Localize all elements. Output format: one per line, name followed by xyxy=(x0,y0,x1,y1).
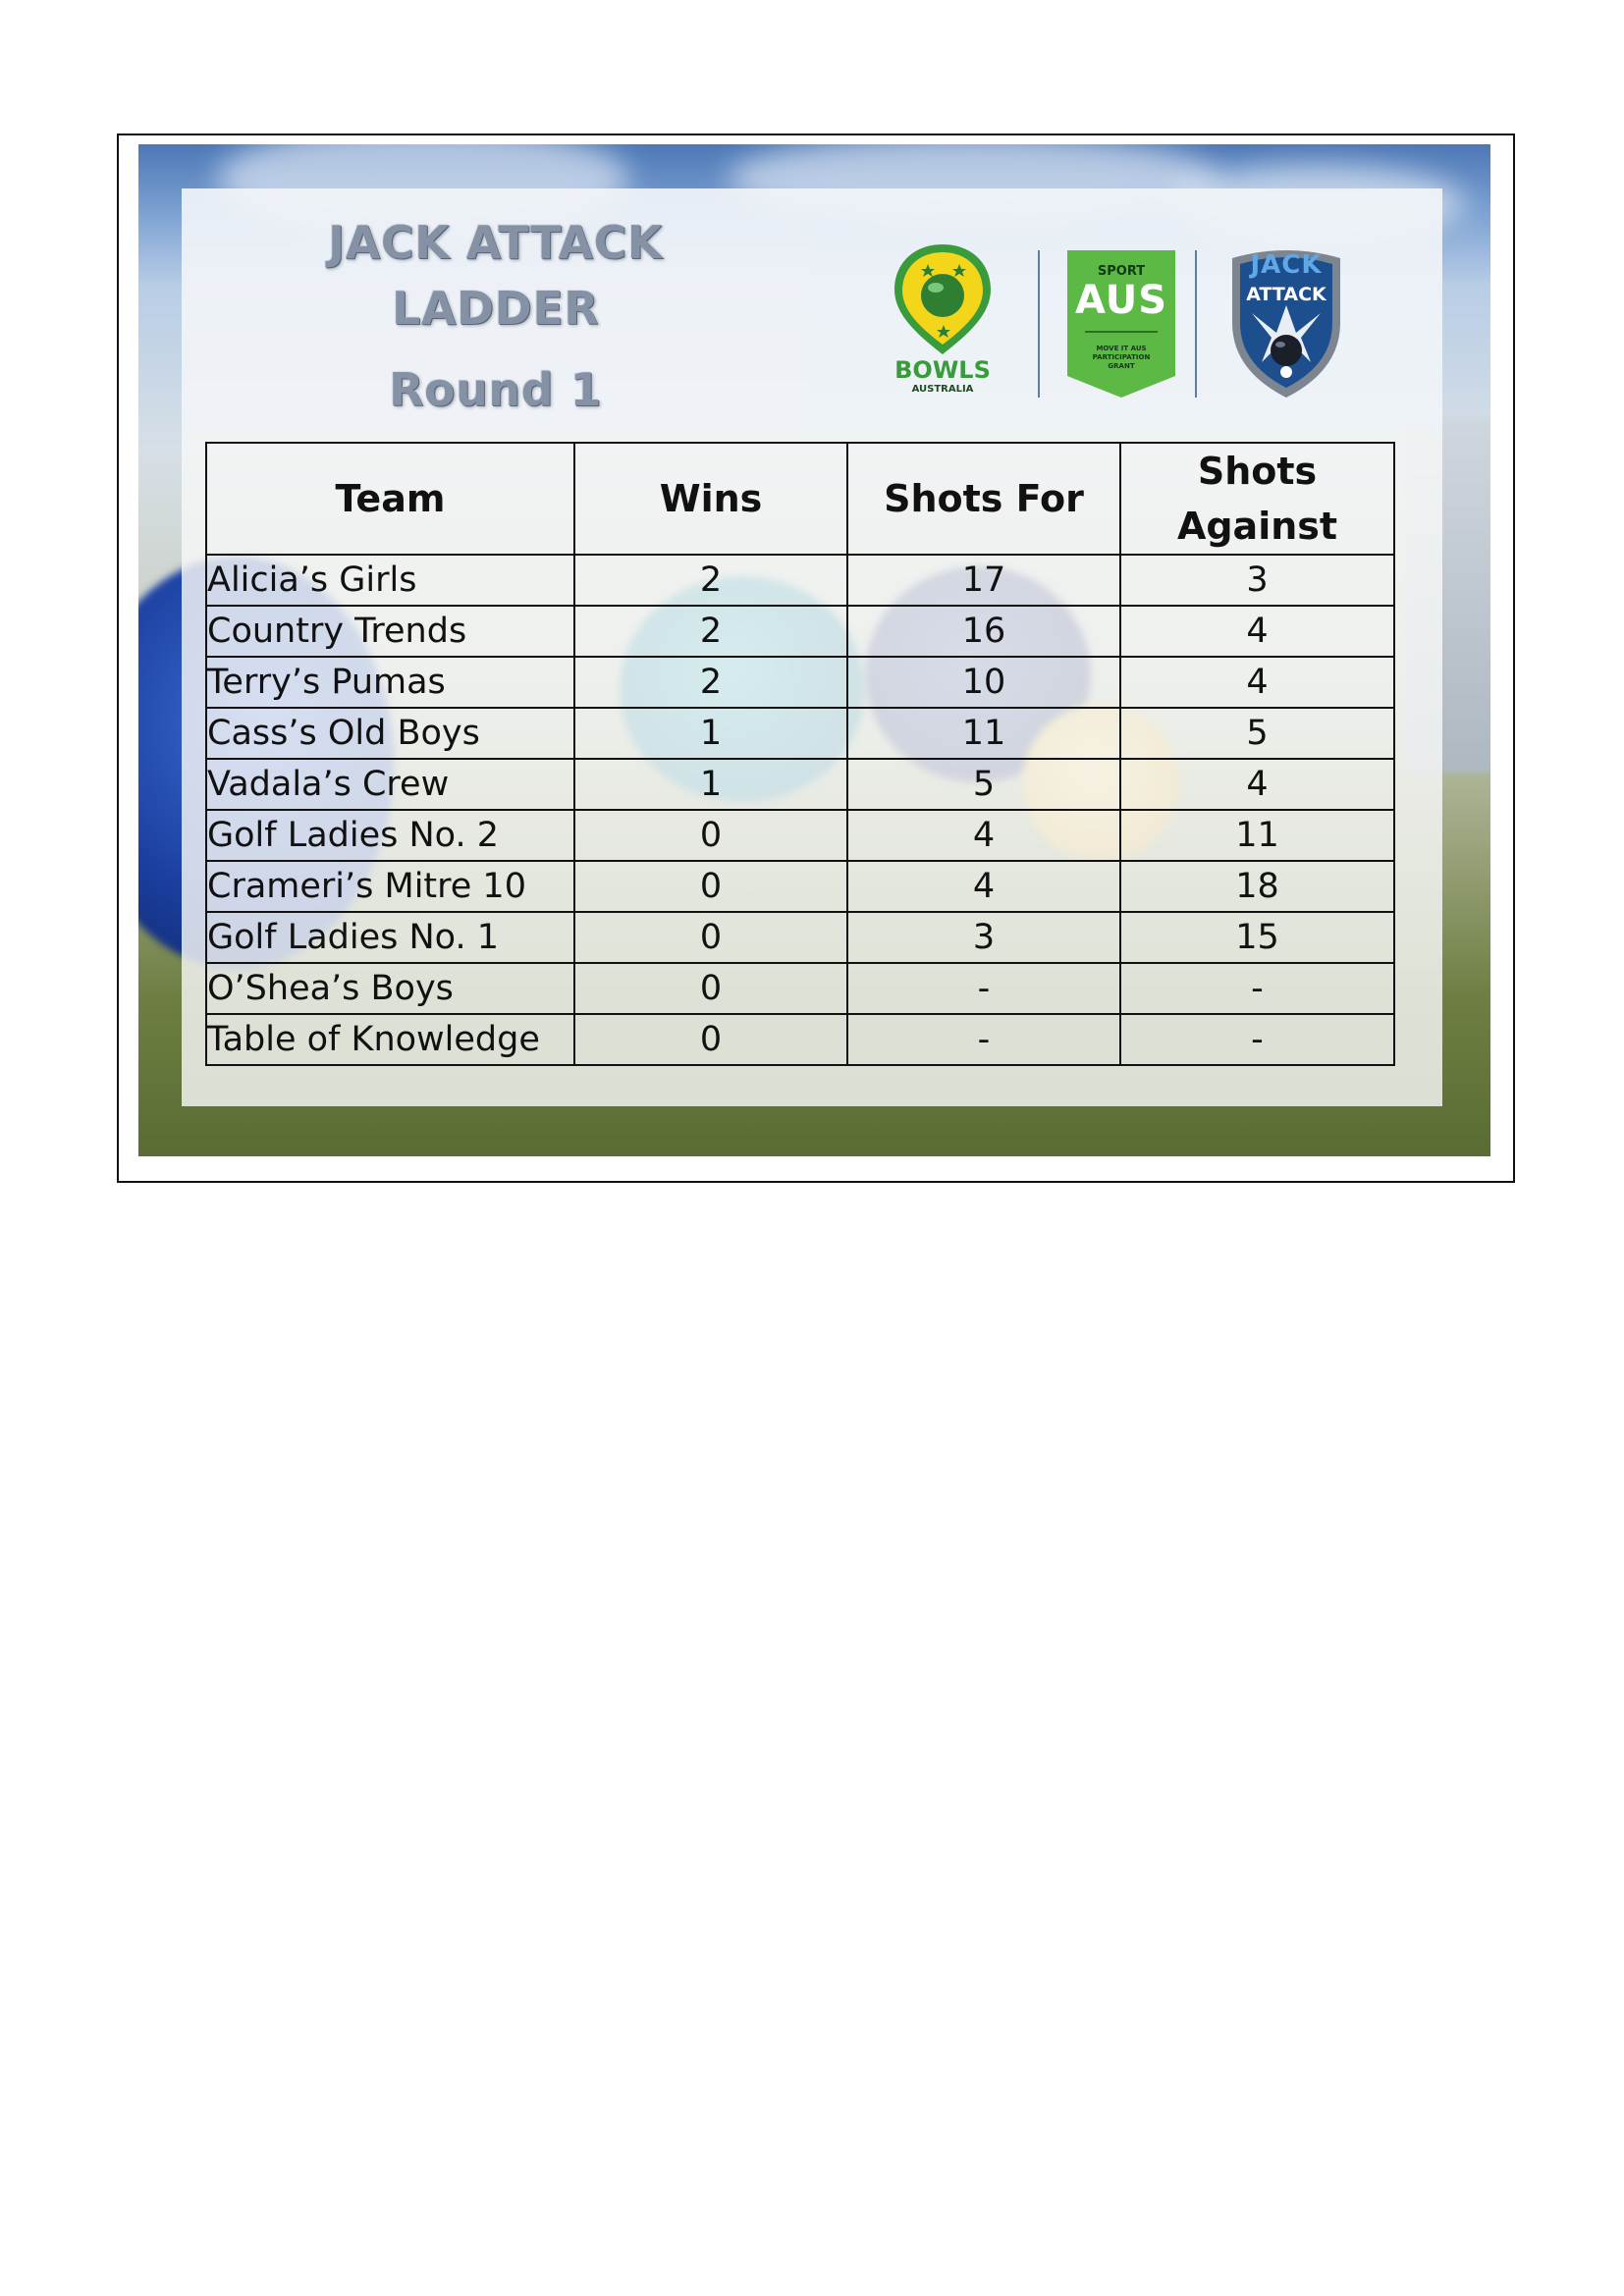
table-row xyxy=(206,657,1394,708)
wins-cell: 1 xyxy=(574,759,847,810)
jack-attack-logo xyxy=(1222,244,1350,401)
sport-aus-sub1: MOVE IT AUS xyxy=(1096,345,1147,352)
sport-aus-sub2: PARTICIPATION xyxy=(1092,353,1151,361)
wins-cell: 2 xyxy=(574,657,847,708)
wins-cell: 2 xyxy=(574,555,847,606)
wins-cell: 0 xyxy=(574,963,847,1014)
shots-for-cell: 10 xyxy=(847,657,1120,708)
team-name: Crameri’s Mitre 10 xyxy=(206,861,574,912)
logo-divider xyxy=(1038,250,1040,398)
team-name: Country Trends xyxy=(206,606,574,657)
table-row xyxy=(206,810,1394,861)
jack-logo-bottom: ATTACK xyxy=(1246,284,1326,305)
table-row xyxy=(206,912,1394,963)
team-name: Cass’s Old Boys xyxy=(206,708,574,759)
header-shots-against-line1: Shots xyxy=(1197,450,1318,493)
shots-for-cell: 11 xyxy=(847,708,1120,759)
table-row xyxy=(206,1014,1394,1065)
shots-against-cell: 4 xyxy=(1120,759,1394,810)
shots-against-cell: - xyxy=(1120,963,1394,1014)
title-ladder: LADDER xyxy=(391,282,600,335)
team-name: O’Shea’s Boys xyxy=(206,963,574,1014)
table-row xyxy=(206,555,1394,606)
ladder-table xyxy=(205,442,1395,1066)
header-wins: Wins xyxy=(574,443,847,555)
header-shots-against xyxy=(1120,443,1394,555)
wins-cell: 0 xyxy=(574,912,847,963)
sport-aus-top: SPORT xyxy=(1097,264,1146,279)
wins-cell: 0 xyxy=(574,1014,847,1065)
shots-against-cell: - xyxy=(1120,1014,1394,1065)
header-row xyxy=(206,443,1394,555)
team-name: Terry’s Pumas xyxy=(206,657,574,708)
sport-aus-sub3: GRANT xyxy=(1108,362,1135,370)
title-jack-attack: JACK ATTACK xyxy=(328,216,663,269)
table-row xyxy=(206,963,1394,1014)
team-name: Golf Ladies No. 2 xyxy=(206,810,574,861)
shots-against-cell: 5 xyxy=(1120,708,1394,759)
header-shots-against-line2: Against xyxy=(1176,505,1338,548)
table-row xyxy=(206,759,1394,810)
shots-for-cell: 16 xyxy=(847,606,1120,657)
shots-for-cell: 17 xyxy=(847,555,1120,606)
shots-for-cell: 3 xyxy=(847,912,1120,963)
shots-against-cell: 15 xyxy=(1120,912,1394,963)
shots-for-cell: 4 xyxy=(847,861,1120,912)
table-row xyxy=(206,606,1394,657)
bowls-australia-logo xyxy=(889,240,997,398)
shots-against-cell: 4 xyxy=(1120,657,1394,708)
shots-for-cell: - xyxy=(847,1014,1120,1065)
shots-against-cell: 11 xyxy=(1120,810,1394,861)
bowls-logo-subtext: AUSTRALIA xyxy=(911,384,974,395)
team-name: Alicia’s Girls xyxy=(206,555,574,606)
sport-aus-main: AUS xyxy=(1074,278,1167,323)
shots-for-cell: - xyxy=(847,963,1120,1014)
jack-logo-top: JACK xyxy=(1250,250,1323,280)
shots-against-cell: 18 xyxy=(1120,861,1394,912)
shots-against-cell: 3 xyxy=(1120,555,1394,606)
sponsor-logos xyxy=(889,240,1360,407)
shots-for-cell: 4 xyxy=(847,810,1120,861)
wins-cell: 2 xyxy=(574,606,847,657)
bowls-logo-text: BOWLS xyxy=(894,356,991,384)
team-name: Vadala’s Crew xyxy=(206,759,574,810)
table-row xyxy=(206,861,1394,912)
shots-against-cell: 4 xyxy=(1120,606,1394,657)
wins-cell: 0 xyxy=(574,861,847,912)
wins-cell: 1 xyxy=(574,708,847,759)
sport-aus-logo xyxy=(1067,250,1175,398)
team-name: Golf Ladies No. 1 xyxy=(206,912,574,963)
shots-for-cell: 5 xyxy=(847,759,1120,810)
logo-divider xyxy=(1195,250,1197,398)
table-row xyxy=(206,708,1394,759)
header-shots-for: Shots For xyxy=(847,443,1120,555)
wins-cell: 0 xyxy=(574,810,847,861)
title-round: Round 1 xyxy=(389,363,602,416)
header-team: Team xyxy=(206,443,574,555)
team-name: Table of Knowledge xyxy=(206,1014,574,1065)
